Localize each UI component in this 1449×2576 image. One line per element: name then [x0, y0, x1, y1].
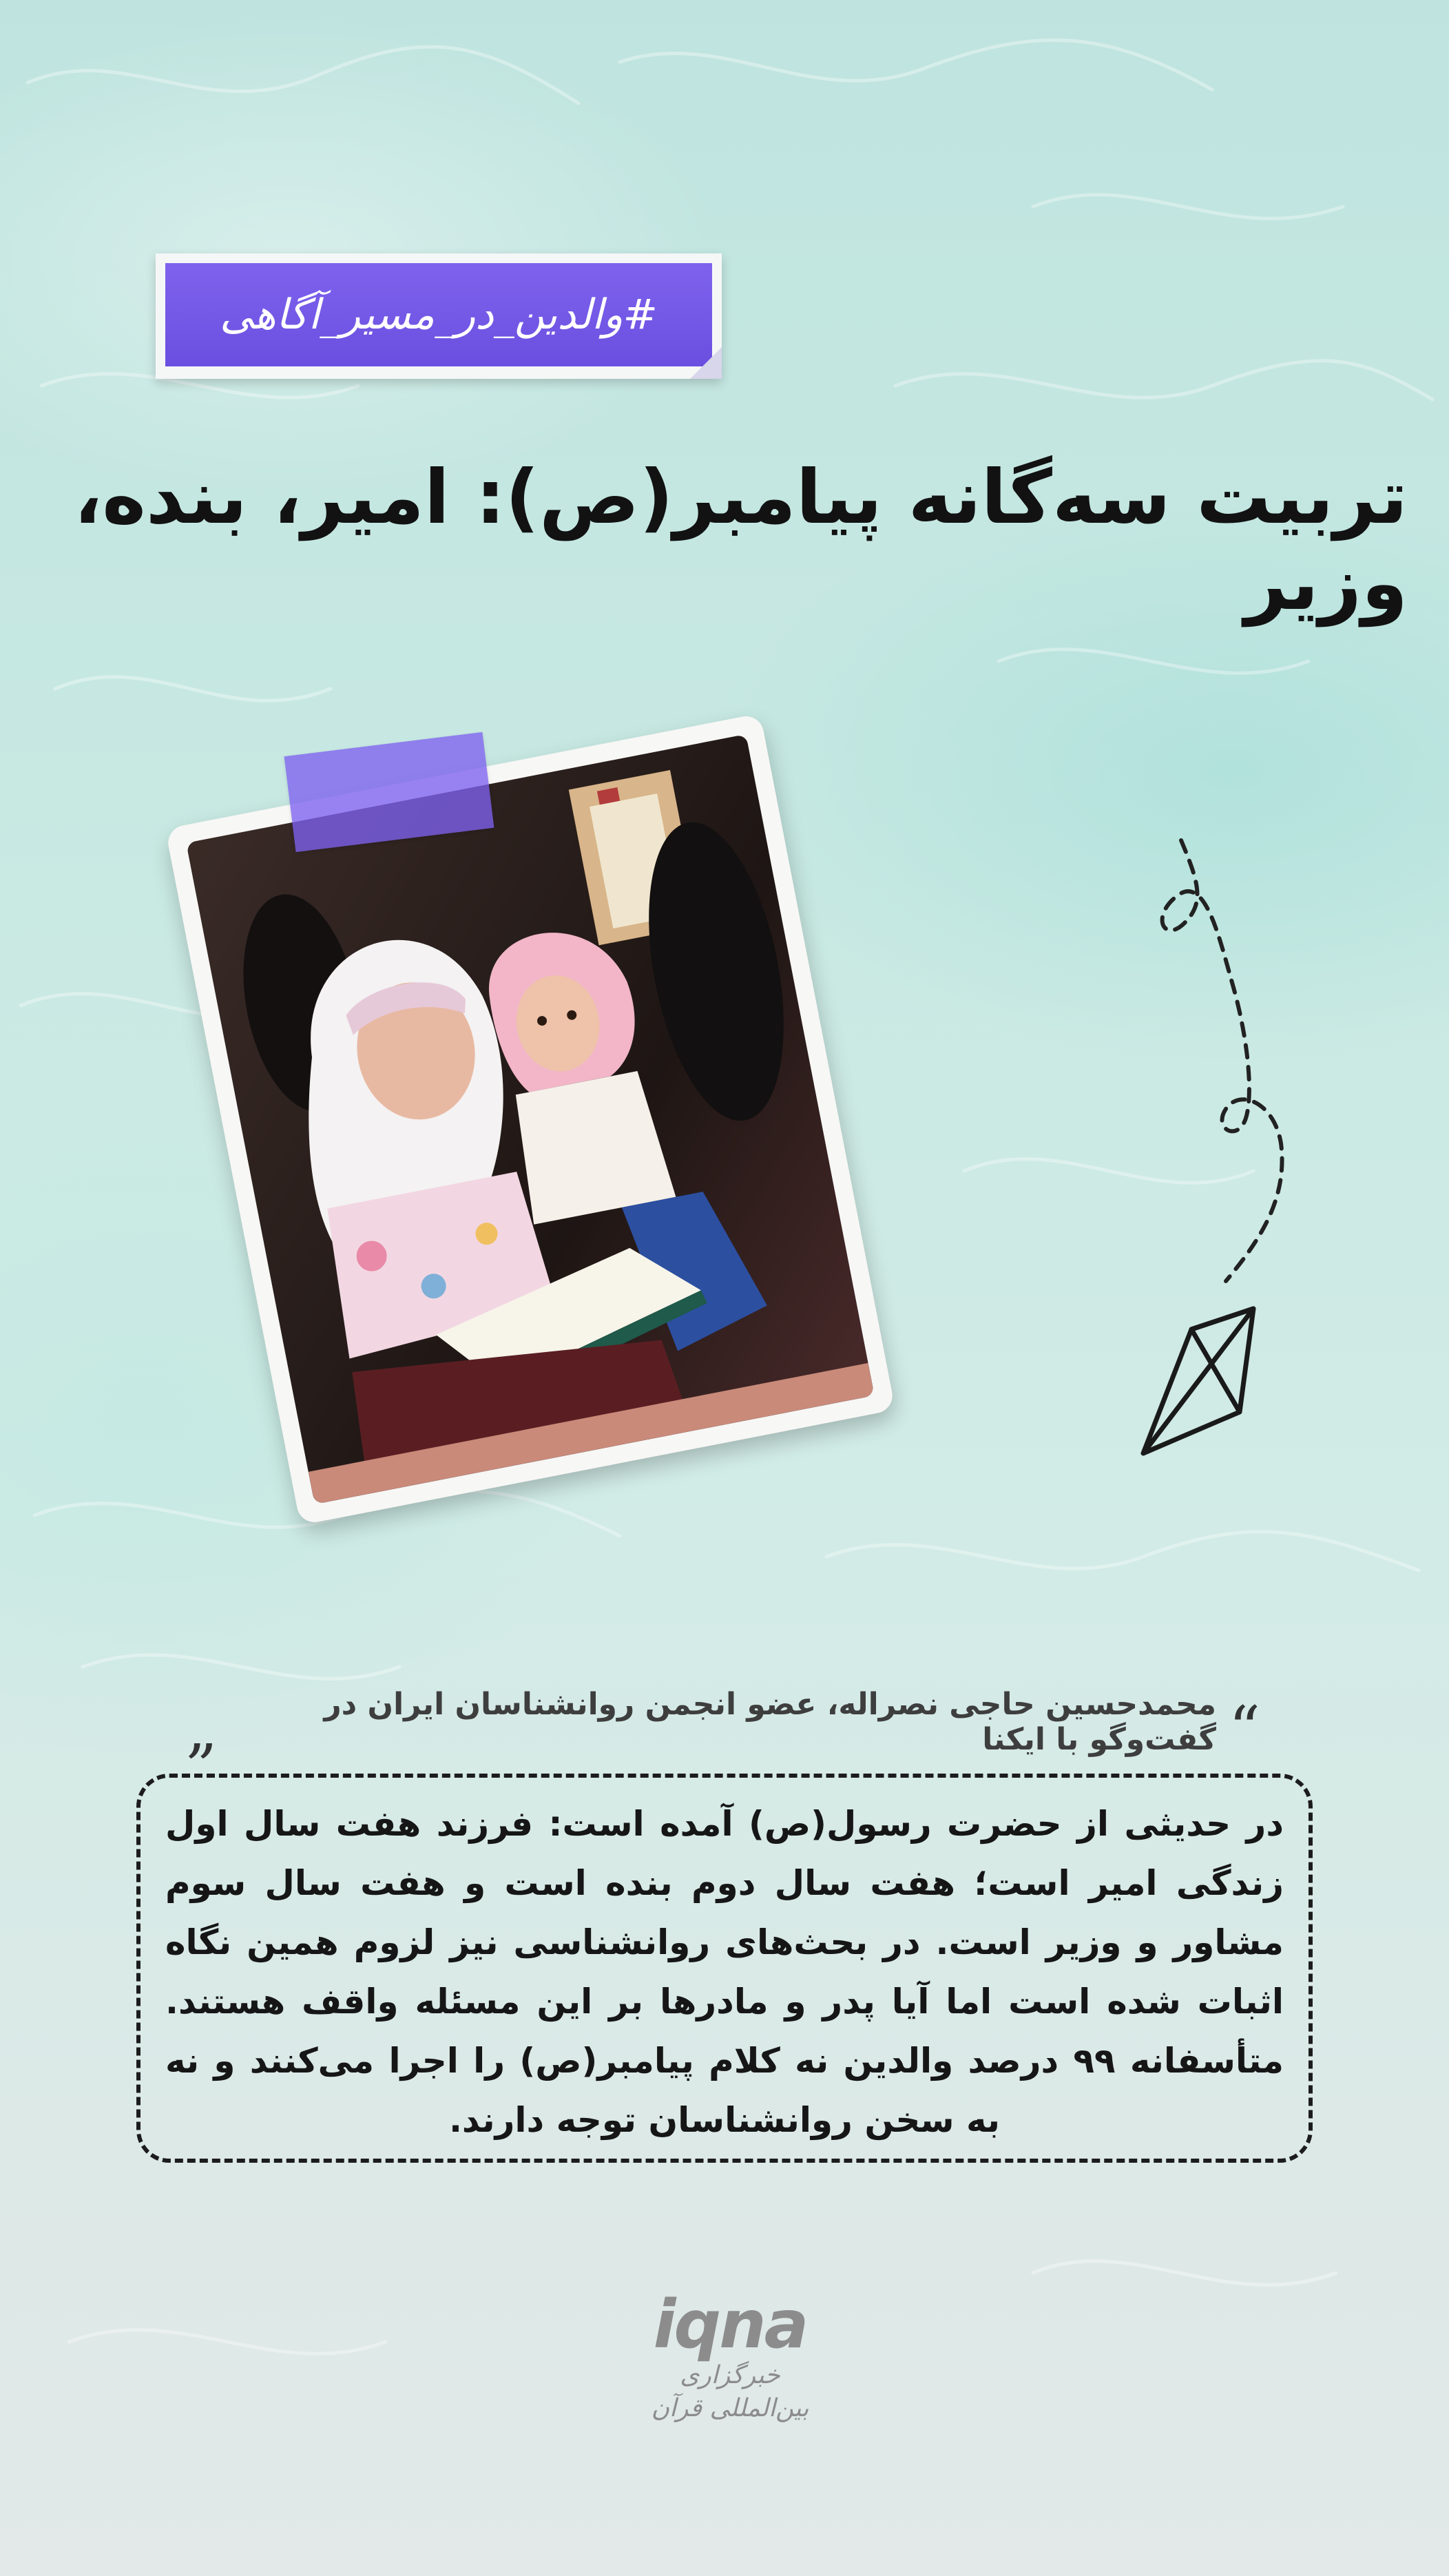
close-quote-mark: „: [186, 1693, 218, 1765]
photo-card: [165, 714, 895, 1526]
page-title: تربیت سه‌گانه پیامبر(ص): امیر، بنده، وزیر: [74, 455, 1408, 627]
iqna-logo: [640, 2286, 820, 2449]
hashtag-text: #والدین_در_مسیر_آگاهی: [220, 291, 658, 339]
quote-source: محمدحسین حاجی نصراله، عضو انجمن روانشناسان ایران در گفت‌وگو با ایکنا: [324, 1687, 1216, 1757]
photo-girls-reading-quran: [186, 734, 874, 1504]
quote-attribution: [186, 1687, 1260, 1765]
body-text-box: [136, 1774, 1313, 2163]
sticker-label: [165, 263, 712, 366]
photo-illustration: [186, 734, 874, 1504]
paper-plane-icon: [1116, 827, 1336, 1481]
sticker-curl: [690, 347, 722, 379]
body-paragraph: در حدیثی از حضرت رسول(ص) آمده است: فرزند هفت سال اول زندگی امیر است؛ هفت سال دوم بنده است و هفت سال سوم مشاور و وزیر است. در بحث‌های روانشناسی نیز لزوم همین نگاه اثبات شده است اما آیا پدر و مادرها بر این مسئله واقف هستند. متأسفانه ۹۹ درصد والدین نه کلام پیامبر(ص) را اجرا می‌کنند و نه به سخن روانشناسان توجه دارند.: [165, 1804, 1284, 2140]
logo-latin-text: iqna: [653, 2286, 807, 2363]
open-quote-mark: “: [1228, 1693, 1260, 1765]
logo-persian-text: خبرگزاری بین‌المللی قرآن: [651, 2361, 809, 2422]
hashtag-sticker: [156, 253, 722, 379]
